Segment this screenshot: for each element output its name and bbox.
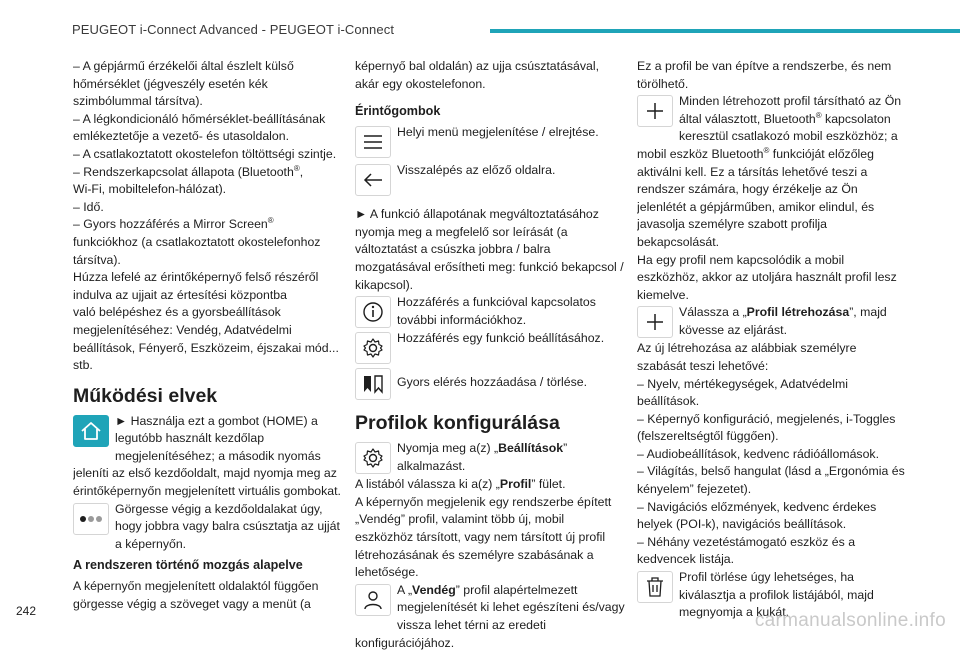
list-item: – A gépjármű érzékelői által észlelt külső <box>73 59 294 73</box>
column-3 <box>637 58 909 622</box>
list-item: Húzza lefelé az érintőképernyő felső részéről <box>73 270 319 285</box>
list-item: – A légkondicionáló hőmérséklet-beállításának <box>73 111 326 126</box>
built-in-profile-text: Ez a profil be van építve a rendszerbe, és nem törölhető. <box>637 59 892 91</box>
page-dots-paragraph <box>73 501 345 554</box>
section-title-profiles: Profilok konfigurálása <box>355 412 560 435</box>
personalize-list <box>637 376 909 570</box>
touch-buttons-heading: Érintőgombok <box>355 104 441 119</box>
back-arrow-icon <box>355 164 391 196</box>
list-item: – Képernyő konfiguráció, megjelenés, i-Toggles (felszereltségtől függően). <box>637 411 896 444</box>
column-2 <box>355 58 625 652</box>
watermark: carmanualsonline.info <box>754 610 946 631</box>
list-item: Wi-Fi, mobiltelefon-hálózat). <box>73 182 227 197</box>
header-accent-bar <box>490 29 960 33</box>
touch-item-text: Helyi menü megjelenítése / elrejtése. <box>397 125 599 140</box>
section-title-operating-principles: Működési elvek <box>73 384 218 407</box>
plus-icon <box>637 306 673 338</box>
page-number: 242 <box>16 604 37 618</box>
bookmark-icon <box>355 368 391 400</box>
home-text: ► Használja ezt a gombot (HOME) a legutóbb használt kezdőlap megjelenítéséhez; a második nyomás jeleníti az első kezdőoldalt, majd nyomja meg az érintőképernyőn megjelenített virtuális gombokat. <box>73 413 341 499</box>
touch-item-back <box>355 162 625 200</box>
touch-item-text: Visszalépés az előző oldalra. <box>397 163 556 178</box>
status-info-list <box>73 58 345 375</box>
trash-icon <box>637 571 673 603</box>
home-icon <box>73 415 109 447</box>
user-icon <box>355 584 391 616</box>
association-text: Minden létrehozott profil társítható az Ön által választott, Bluetooth® kapcsolaton keresztül csatlakozó mobil eszközhöz; a mobil eszköz Bluetooth® funkcióját előzőleg aktiválni kell. Ez a társítás lehetővé teszi a rendszer számára, hogy érzékelje az Ön jelenlétét a gépjárműben, amikor elindul, és javasolja személyre szabott profilja bekapcsolását. <box>637 94 902 249</box>
list-item: társítva). <box>73 252 121 267</box>
list-item: való belépéshez és a gyorsbeállítások <box>73 305 281 320</box>
bookmark-item <box>355 366 625 402</box>
subheading-navigation-principle: A rendszeren történő mozgás alapelve <box>73 558 303 573</box>
list-item: megjelenítéséhez: Vendég, Adatvédelmi <box>73 322 292 337</box>
header-title: PEUGEOT i-Connect Advanced - PEUGEOT i-Connect <box>72 22 395 37</box>
last-profile-text: Ha egy profil nem kapcsolódik a mobil eszközhöz, akkor az utoljára használt profil lesz kiemelve. <box>637 252 897 302</box>
home-paragraph <box>73 413 345 501</box>
menu-icon <box>355 126 391 158</box>
settings-item-text: Hozzáférés egy funkció beállításához. <box>397 331 605 346</box>
list-item: – Néhány vezetéstámogató eszköz és a kedvencek listája. <box>637 534 856 567</box>
list-item: hőmérséklet (jégveszély esetén kék <box>73 76 268 91</box>
gear-icon <box>355 332 391 364</box>
page-dots-icon <box>73 503 109 535</box>
swipe-intro: képernyő bal oldalán) az ujja csúsztatásával, akár egy okostelefonon. <box>355 59 600 91</box>
function-state-text: ► A funkció állapotának megváltoztatásához nyomja meg a megfelelő sor leírását (a változtatást a csúszka jobbra / balra mozgatásával erősítheti meg: funkció bekapcsol / kikapcsol). <box>355 207 624 292</box>
settings-item <box>355 330 625 366</box>
list-item: – Navigációs előzmények, kedvenc érdekes helyek (POI-k), navigációs beállítások. <box>637 499 877 532</box>
guest-paragraph <box>355 582 625 652</box>
list-item: indulva az ujjait az értesítési központba <box>73 287 287 302</box>
list-item: emlékeztetője a vezető- és utasoldalon. <box>73 129 290 144</box>
personalize-intro: Az új létrehozása az alábbiak személyre szabását teszi lehetővé: <box>637 341 857 373</box>
gear-icon <box>355 442 391 474</box>
list-item: szimbólummal társítva). <box>73 94 203 109</box>
guest-text: A „Vendég” profil alapértelmezett megjelenítését ki lehet egészíteni és/vagy vissza lehet térni az eredeti konfigurációjához. <box>355 582 625 650</box>
delete-profile-text: Profil törlése úgy lehetséges, ha kiválasztja a profilok listájából, majd megnyomja a kukát. <box>679 570 874 620</box>
info-item <box>355 294 625 330</box>
create-profile-paragraph <box>637 304 909 340</box>
association-paragraph <box>637 93 909 251</box>
settings-app-text: Nyomja meg a(z) „Beállítások” alkalmazást. <box>397 441 568 473</box>
list-item: – Nyelv, mértékegységek, Adatvédelmi beállítások. <box>637 376 848 409</box>
profile-tab-text: A listából válassza ki a(z) „Profil” fület. <box>355 477 566 492</box>
info-icon <box>355 296 391 328</box>
list-item: – Idő. <box>73 199 104 214</box>
list-item: funkciókhoz (a csatlakoztatott okostelefonhoz <box>73 234 321 249</box>
touch-item-menu <box>355 124 625 162</box>
list-item: – Világítás, belső hangulat (lásd a „Ergonómia és kényelem” fejezetet). <box>637 464 905 497</box>
list-item: – Audiobeállítások, kedvenc rádióállomások. <box>637 446 879 461</box>
list-item: beállítások, Fényerő, Eszközeim, éjszakai mód... <box>73 340 339 355</box>
page-dots-text: Görgesse végig a kezdőoldalakat úgy, hogy jobbra vagy balra csúsztatja az ujját a képernyőn. <box>115 501 340 551</box>
list-item: stb. <box>73 358 93 373</box>
list-item: – Rendszerkapcsolat állapota (Bluetooth®, <box>73 163 304 179</box>
bookmark-item-text: Gyors elérés hozzáadása / törlése. <box>397 375 588 390</box>
info-item-text: Hozzáférés a funkcióval kapcsolatos további információkhoz. <box>397 295 596 327</box>
list-item: – A csatlakoztatott okostelefon töltöttségi szintje. <box>73 146 337 161</box>
guest-intro-text: A képernyőn megjelenik egy rendszerbe épített „Vendég” profil, valamint több új, mobil eszközhöz társított, vagy nem társított új profil létrehozásának és személyre szabásának a lehetősége. <box>355 494 612 580</box>
column-1 <box>73 58 345 614</box>
plus-icon <box>637 95 673 127</box>
settings-app-paragraph <box>355 440 625 476</box>
navigation-text: A képernyőn megjelenített oldalaktól függően görgesse végig a szöveget vagy a menüt (a <box>73 579 319 612</box>
create-profile-text: Válassza a „Profil létrehozása”, majd kövesse az eljárást. <box>679 305 887 337</box>
list-item: – Gyors hozzáférés a Mirror Screen® <box>73 216 274 232</box>
